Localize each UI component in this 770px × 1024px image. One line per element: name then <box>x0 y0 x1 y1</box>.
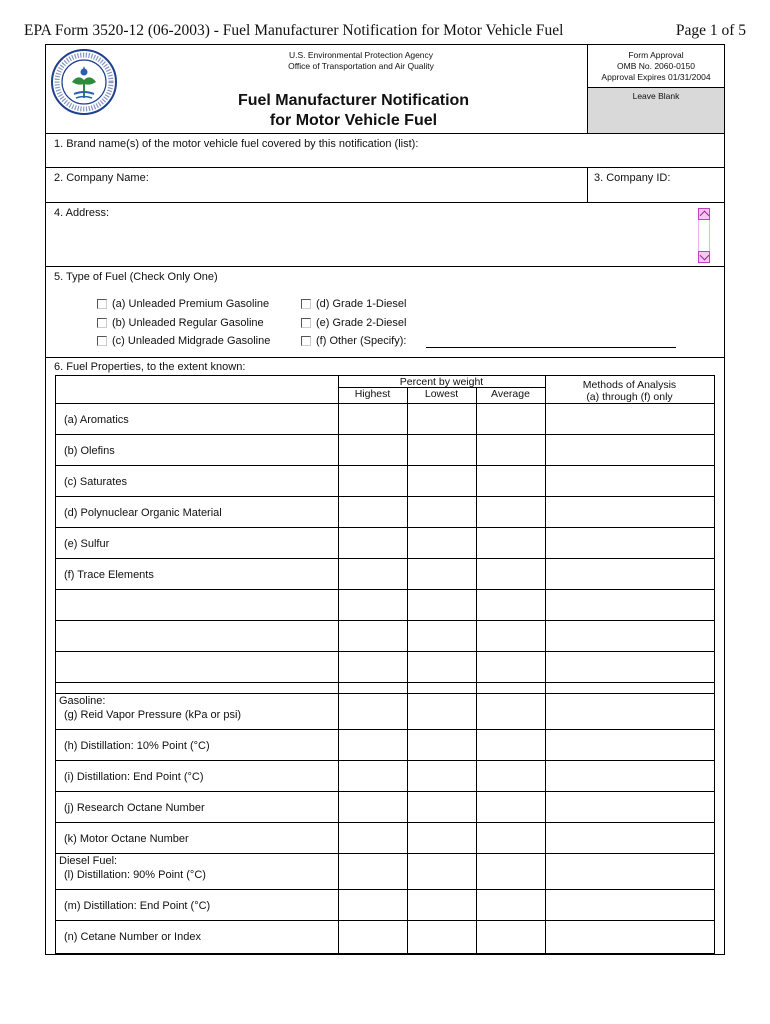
table-cell-input[interactable] <box>546 559 714 589</box>
table-row-label: (j) Research Octane Number <box>64 802 205 814</box>
table-cell-input[interactable] <box>408 792 476 822</box>
checkbox-icon[interactable] <box>97 318 107 328</box>
table-cell-input[interactable] <box>339 921 407 951</box>
table-cell-input[interactable] <box>408 652 476 682</box>
leave-blank-box <box>587 87 724 133</box>
methods-header-line2: (a) through (f) only <box>586 391 673 403</box>
table-row-label: (e) Sulfur <box>64 538 110 550</box>
table-cell-input[interactable] <box>408 823 476 853</box>
table-cell-input[interactable] <box>546 823 714 853</box>
table-row <box>56 589 338 620</box>
fuel-option-label: (d) Grade 1-Diesel <box>316 298 407 310</box>
table-cell-input[interactable] <box>408 559 476 589</box>
table-cell-input[interactable] <box>339 652 407 682</box>
table-cell-input[interactable] <box>477 497 545 527</box>
table-cell-input[interactable] <box>477 528 545 558</box>
table-row-label: (f) Trace Elements <box>64 569 154 581</box>
table-cell-input[interactable] <box>546 497 714 527</box>
table-cell-input[interactable] <box>339 435 407 465</box>
table-cell-input[interactable] <box>546 528 714 558</box>
column-divider <box>587 168 588 203</box>
table-cell-input[interactable] <box>339 497 407 527</box>
fuel-option-label: (b) Unleaded Regular Gasoline <box>112 317 264 329</box>
table-cell-input[interactable] <box>477 435 545 465</box>
table-section-heading: Diesel Fuel: <box>59 855 118 867</box>
table-row-label: (g) Reid Vapor Pressure (kPa or psi) <box>64 709 242 721</box>
table-cell-input[interactable] <box>546 694 714 729</box>
table-row-label: (b) Olefins <box>64 445 115 457</box>
fuel-properties-table <box>55 375 715 954</box>
table-cell-input[interactable] <box>546 652 714 682</box>
table-row-label: (d) Polynuclear Organic Material <box>64 507 222 519</box>
company-id-label: 3. Company ID: <box>594 172 671 184</box>
table-cell-input[interactable] <box>477 730 545 760</box>
table-row-label: (n) Cetane Number or Index <box>64 931 201 943</box>
form-header <box>46 45 724 133</box>
table-cell-input[interactable] <box>477 652 545 682</box>
average-header: Average <box>491 388 530 400</box>
table-cell-input[interactable] <box>546 590 714 620</box>
table-cell-input[interactable] <box>339 761 407 791</box>
checkbox-icon[interactable] <box>301 318 311 328</box>
fuel-type-label: 5. Type of Fuel (Check Only One) <box>54 271 218 283</box>
table-cell-input[interactable] <box>408 435 476 465</box>
table-row <box>56 920 338 951</box>
brand-names-label: 1. Brand name(s) of the motor vehicle fuel covered by this notification (list): <box>54 138 419 150</box>
table-cell-input[interactable] <box>546 890 714 920</box>
table-row <box>56 693 338 729</box>
fuel-option-premium[interactable] <box>97 298 269 310</box>
table-cell-input[interactable] <box>477 590 545 620</box>
brand-names-field[interactable] <box>46 133 724 167</box>
table-cell-input[interactable] <box>477 823 545 853</box>
fuel-option-midgrade[interactable] <box>97 335 270 347</box>
table-cell-input[interactable] <box>408 890 476 920</box>
table-cell-input[interactable] <box>408 528 476 558</box>
methods-header-line1: Methods of Analysis <box>582 379 677 391</box>
checkbox-icon[interactable] <box>97 299 107 309</box>
methods-header <box>545 379 714 403</box>
fuel-option-label: (e) Grade 2-Diesel <box>316 317 407 329</box>
table-cell-input[interactable] <box>546 404 714 434</box>
fuel-option-diesel-1[interactable] <box>301 298 406 310</box>
table-row <box>56 496 338 527</box>
table-cell-input[interactable] <box>339 466 407 496</box>
highest-header: Highest <box>354 388 391 400</box>
table-cell-input[interactable] <box>477 792 545 822</box>
table-cell-input[interactable] <box>339 890 407 920</box>
table-cell-input[interactable] <box>477 466 545 496</box>
table-cell-input[interactable] <box>408 761 476 791</box>
table-cell-input[interactable] <box>546 854 714 889</box>
table-cell-input[interactable] <box>339 528 407 558</box>
table-cell-input[interactable] <box>339 694 407 729</box>
table-cell-input[interactable] <box>477 761 545 791</box>
fuel-option-regular[interactable] <box>97 317 264 329</box>
table-row <box>56 434 338 465</box>
form-title-line2: for Motor Vehicle Fuel <box>269 112 438 129</box>
table-row <box>56 853 338 889</box>
table-row-label: (i) Distillation: End Point (°C) <box>64 771 204 783</box>
table-cell-input[interactable] <box>408 854 476 889</box>
table-row <box>56 620 338 651</box>
table-row <box>56 403 338 434</box>
table-cell-input[interactable] <box>408 466 476 496</box>
table-cell-input[interactable] <box>477 854 545 889</box>
fuel-type-section <box>46 266 724 357</box>
table-cell-input[interactable] <box>339 559 407 589</box>
agency-block <box>276 50 446 72</box>
table-section-heading: Gasoline: <box>59 695 106 707</box>
fuel-option-label: (a) Unleaded Premium Gasoline <box>112 298 270 310</box>
address-field[interactable] <box>46 202 724 266</box>
table-row-label: (m) Distillation: End Point (°C) <box>64 900 211 912</box>
company-row <box>46 167 724 202</box>
table-cell-input[interactable] <box>546 921 714 951</box>
approval-expiry: Approval Expires 01/31/2004 <box>601 72 711 82</box>
table-cell-input[interactable] <box>477 559 545 589</box>
percent-by-weight-header: Percent by weight <box>399 376 484 388</box>
page-number: Page 1 of 5 <box>675 22 746 39</box>
table-row-label: (l) Distillation: 90% Point (°C) <box>64 869 206 881</box>
table-cell-input[interactable] <box>339 730 407 760</box>
table-cell-input[interactable] <box>339 404 407 434</box>
table-cell-input[interactable] <box>546 621 714 651</box>
table-cell-input[interactable] <box>546 466 714 496</box>
table-row <box>56 760 338 791</box>
document-title: EPA Form 3520-12 (06-2003) - Fuel Manufacturer Notification for Motor Vehicle Fuel <box>24 22 564 39</box>
checkbox-icon[interactable] <box>97 336 107 346</box>
approval-label: Form Approval <box>628 50 684 60</box>
subheader-line <box>338 387 545 388</box>
table-cell-input[interactable] <box>408 590 476 620</box>
table-cell-input[interactable] <box>408 694 476 729</box>
checkbox-icon[interactable] <box>301 299 311 309</box>
fuel-option-other[interactable] <box>301 335 406 347</box>
table-cell-input[interactable] <box>408 621 476 651</box>
table-row <box>56 889 338 920</box>
form-frame <box>45 44 725 955</box>
address-label: 4. Address: <box>54 207 110 219</box>
fuel-option-diesel-2[interactable] <box>301 317 406 329</box>
table-cell-input[interactable] <box>408 921 476 951</box>
table-cell-input[interactable] <box>546 730 714 760</box>
table-row <box>56 729 338 760</box>
table-cell-input[interactable] <box>477 890 545 920</box>
fuel-option-label: (f) Other (Specify): <box>316 335 407 347</box>
table-cell-input[interactable] <box>477 921 545 951</box>
row-line <box>56 682 714 683</box>
form-title <box>216 91 491 131</box>
table-row <box>56 527 338 558</box>
table-row <box>56 822 338 853</box>
omb-number: OMB No. 2060-0150 <box>617 61 695 71</box>
table-cell-input[interactable] <box>477 404 545 434</box>
table-cell-input[interactable] <box>477 694 545 729</box>
table-row-label: (k) Motor Octane Number <box>64 833 189 845</box>
table-cell-input[interactable] <box>339 590 407 620</box>
table-cell-input[interactable] <box>408 497 476 527</box>
scroll-down-icon[interactable] <box>698 251 710 263</box>
table-cell-input[interactable] <box>339 621 407 651</box>
table-row-label: (a) Aromatics <box>64 414 129 426</box>
table-cell-input[interactable] <box>546 761 714 791</box>
form-title-line1: Fuel Manufacturer Notification <box>237 92 470 109</box>
fuel-properties-section <box>46 357 724 955</box>
table-cell-input[interactable] <box>477 621 545 651</box>
other-specify-input[interactable] <box>426 347 676 348</box>
leave-blank-label: Leave Blank <box>632 91 680 101</box>
approval-block <box>587 45 724 87</box>
table-cell-input[interactable] <box>546 435 714 465</box>
agency-name: U.S. Environmental Protection Agency <box>288 50 434 60</box>
table-cell-input[interactable] <box>408 404 476 434</box>
table-row-label: (c) Saturates <box>64 476 127 488</box>
checkbox-icon[interactable] <box>301 336 311 346</box>
fuel-properties-label: 6. Fuel Properties, to the extent known: <box>54 361 246 373</box>
table-cell-input[interactable] <box>339 792 407 822</box>
lowest-header: Lowest <box>424 388 459 400</box>
fuel-option-label: (c) Unleaded Midgrade Gasoline <box>112 335 271 347</box>
scroll-up-icon[interactable] <box>698 208 710 220</box>
company-name-label: 2. Company Name: <box>54 172 149 184</box>
agency-office: Office of Transportation and Air Quality <box>288 61 434 71</box>
table-row <box>56 465 338 496</box>
table-row <box>56 558 338 589</box>
table-cell-input[interactable] <box>339 823 407 853</box>
table-cell-input[interactable] <box>546 792 714 822</box>
scrollbar-track[interactable] <box>698 220 710 251</box>
table-row-label: (h) Distillation: 10% Point (°C) <box>64 740 210 752</box>
table-row <box>56 651 338 682</box>
table-cell-input[interactable] <box>339 854 407 889</box>
table-cell-input[interactable] <box>408 730 476 760</box>
epa-seal-icon <box>50 48 118 116</box>
table-row <box>56 791 338 822</box>
